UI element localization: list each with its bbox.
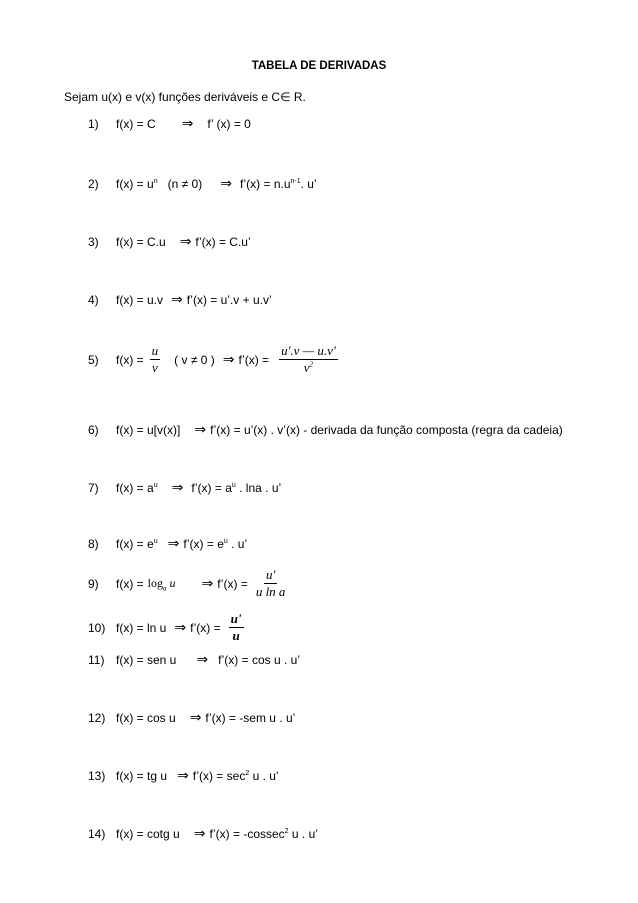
item-number: 13) <box>88 769 106 783</box>
list-item <box>88 826 318 842</box>
function: f(x) = C <box>116 117 156 131</box>
function: f(x) = tg u <box>116 769 168 783</box>
function: f(x) = sen u <box>116 653 177 667</box>
list-item <box>88 234 251 250</box>
condition: ( v ≠ 0 ) <box>174 352 215 367</box>
list-item <box>88 652 300 668</box>
function: $f(x) = a^u$ <box>116 481 158 495</box>
function: $f(x) = e^u$ <box>116 537 158 551</box>
item-number: 3) <box>88 235 99 249</box>
implies-icon: ⇒ <box>181 116 194 132</box>
item-number: 9) <box>88 576 99 591</box>
list-item <box>88 768 279 784</box>
derivative: f’ (x) = 0 <box>207 117 251 131</box>
item-number: 10) <box>88 620 106 635</box>
implies-icon: ⇒ <box>174 619 187 636</box>
function: f(x) = cos u <box>116 711 176 725</box>
list-item <box>88 292 272 308</box>
item-number: 2) <box>88 177 99 191</box>
item-number: 4) <box>88 293 99 307</box>
list-item <box>88 612 246 643</box>
implies-icon: ⇒ <box>193 826 206 842</box>
derivative: f’(x) = -cossec$^2$ u . u’ <box>209 827 318 841</box>
implies-icon: ⇒ <box>189 710 202 726</box>
item-number: 5) <box>88 352 99 367</box>
derivative: f’(x) = <box>217 576 248 591</box>
derivative: f’(x) = $a^u$ . lna . u’ <box>191 481 282 495</box>
implies-icon: ⇒ <box>171 480 184 496</box>
implies-icon: ⇒ <box>194 422 207 438</box>
list-item <box>88 480 281 496</box>
derivative: f’(x) = cos u . u’ <box>218 653 301 667</box>
item-number: 12) <box>88 711 106 725</box>
page-title: TABELA DE DERIVADAS <box>251 60 387 72</box>
implies-icon: ⇒ <box>196 652 209 668</box>
list-item <box>88 422 563 438</box>
item-number: 6) <box>88 423 99 437</box>
derivative: f’(x) = <box>238 352 270 367</box>
function: f(x) = u[v(x)] <box>116 423 181 437</box>
implies-icon: ⇒ <box>220 176 232 192</box>
item-number: 11) <box>88 653 105 667</box>
function: f(x) = <box>116 352 144 367</box>
intro-text: Sejam u(x) e v(x) funções deriváveis e C∈ R. <box>64 90 306 104</box>
derivative: f’(x) = $\sec^2 u$ . u’ <box>192 769 279 783</box>
list-item <box>88 710 295 726</box>
list-item <box>88 568 287 599</box>
list-item <box>88 116 251 132</box>
fraction: $\frac{u}{v}$ <box>151 343 159 375</box>
implies-icon: ⇒ <box>167 536 180 552</box>
implies-icon: ⇒ <box>179 234 192 250</box>
list-item <box>88 176 317 192</box>
derivative-fraction: $\frac{u'.v — u.v'}{v^2}$ <box>281 343 336 375</box>
derivative: f’(x) = $n.u^{n-1}$. u’ <box>239 177 317 191</box>
function: $f(x) = u^n$ (n ≠ 0) <box>116 177 203 191</box>
derivative: f’(x) = -sem u . u’ <box>205 711 296 725</box>
implies-icon: ⇒ <box>177 768 189 784</box>
item-number: 7) <box>88 481 99 495</box>
logarithm: $\log_a u$ <box>147 576 176 593</box>
implies-icon: ⇒ <box>171 292 183 308</box>
function: f(x) = <box>116 576 144 591</box>
item-number: 1) <box>88 117 99 131</box>
derivative: f’(x) = C.u’ <box>195 235 251 249</box>
item-number: 8) <box>88 537 99 551</box>
implies-icon: ⇒ <box>222 351 235 368</box>
implies-icon: ⇒ <box>201 575 214 592</box>
list-item <box>88 344 340 375</box>
derivative: f’(x) = u’.v + u.v’ <box>186 293 272 307</box>
derivative: f’(x) = <box>190 620 221 635</box>
derivative-fraction: $\frac{u'}{\text{u ln a}}$ <box>255 567 286 599</box>
derivative-fraction: $\frac{u'}{u}$ <box>230 611 242 643</box>
function: f(x) = ln u <box>116 620 167 635</box>
derivative: f’(x) = u’(x) . v’(x) - derivada da função composta (regra da cadeia) <box>210 423 563 437</box>
function: f(x) = cotg u <box>116 827 180 841</box>
item-number: 14) <box>88 827 106 841</box>
function: f(x) = C.u <box>116 235 166 249</box>
list-item <box>88 536 247 552</box>
function: f(x) = u.v <box>116 293 164 307</box>
derivative: f’(x) = $e^u$ . u’ <box>183 537 248 551</box>
